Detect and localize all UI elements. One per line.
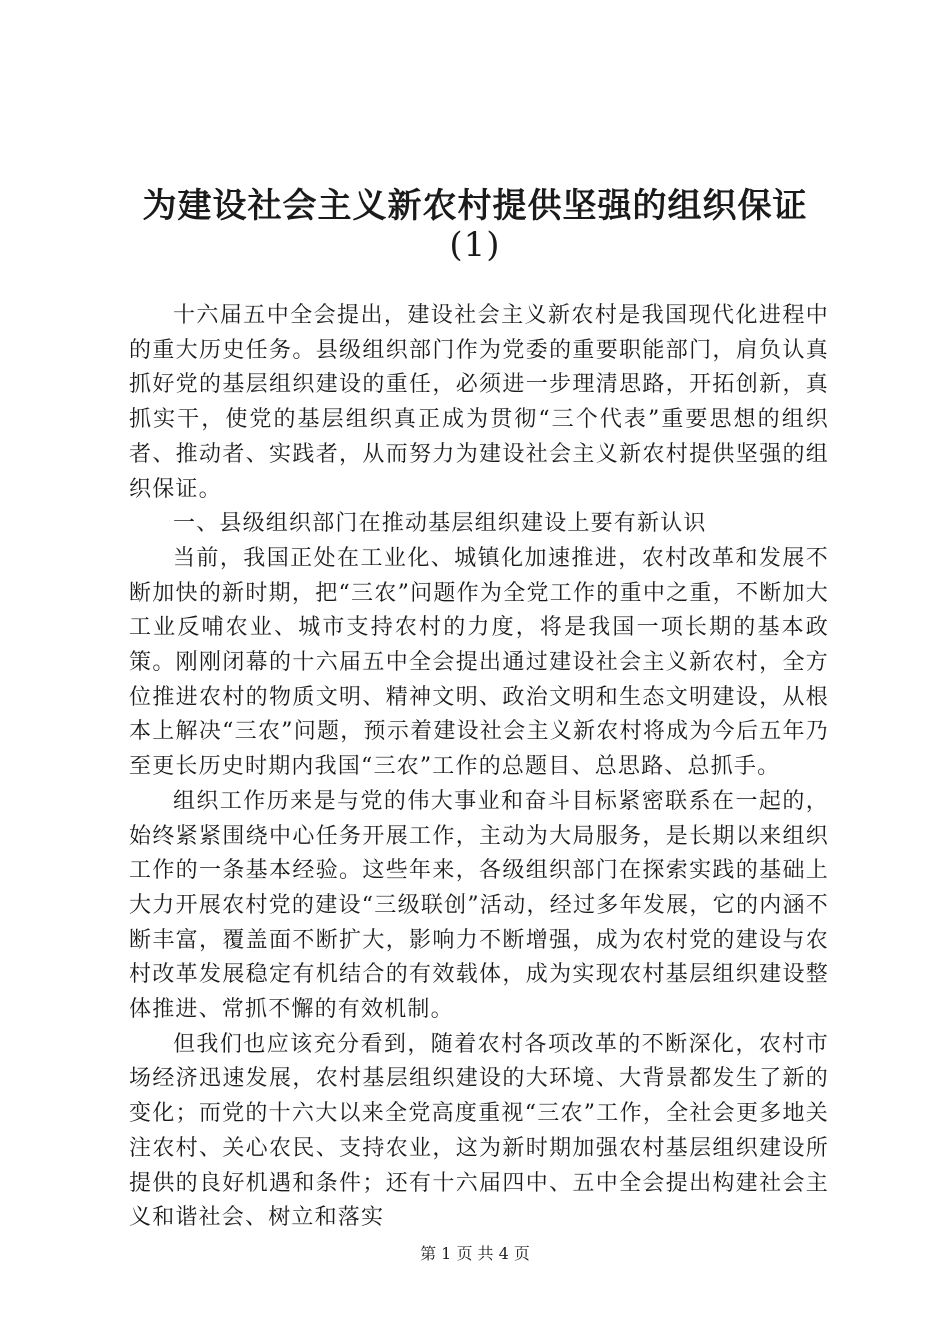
page-footer: 第 1 页 共 4 页 [420,1244,530,1263]
paragraph: 组织工作历来是与党的伟大事业和奋斗目标紧密联系在一起的，始终紧紧围绕中心任务开展工作，主动为大局服务，是长期以来组织工作的一条基本经验。这些年来，各级组织部门在探索实践的基础上大力开展农村党的建设“三级联创”活动，经过多年发展，它的内涵不断丰富，覆盖面不断扩大，影响力不断增强，成为农村党的建设与农村改革发展稳定有机结合的有效载体，成为实现农村基层组织建设整体推进、常抓不懈的有效机制。 [129,788,829,1023]
paragraph: 当前，我国正处在工业化、城镇化加速推进，农村改革和发展不断加快的新时期，把“三农”问题作为全党工作的重中之重，不断加大工业反哺农业、城市支持农村的力度，将是我国一项长期的基本政策。刚刚闭幕的十六届五中全会提出通过建设社会主义新农村，全方位推进农村的物质文明、精神文明、政治文明和生态文明建设，从根本上解决“三农”问题，预示着建设社会主义新农村将成为今后五年乃至更长历史时期内我国“三农”工作的总题目、总思路、总抓手。 [129,545,829,780]
paragraph: 但我们也应该充分看到，随着农村各项改革的不断深化，农村市场经济迅速发展，农村基层组织建设的大环境、大背景都发生了新的变化；而党的十六大以来全党高度重视“三农”工作，全社会更多地关注农村、关心农民、支持农业，这为新时期加强农村基层组织建设所提供的良好机遇和条件；还有十六届四中、五中全会提出构建社会主义和谐社会、树立和落实 [129,1031,829,1231]
section-heading: 一、县级组织部门在推动基层组织建设上要有新认识 [173,511,707,537]
document-title-number: (1) [449,225,501,265]
document-body [129,299,829,1236]
document-title: 为建设社会主义新农村提供坚强的组织保证 [142,186,808,226]
paragraph: 十六届五中全会提出，建设社会主义新农村是我国现代化进程中的重大历史任务。县级组织部门作为党委的重要职能部门，肩负认真抓好党的基层组织建设的重任，必须进一步理清思路，开拓创新，真抓实干，使党的基层组织真正成为贯彻“三个代表”重要思想的组织者、推动者、实践者，从而努力为建设社会主义新农村提供坚强的组织保证。 [129,303,829,502]
